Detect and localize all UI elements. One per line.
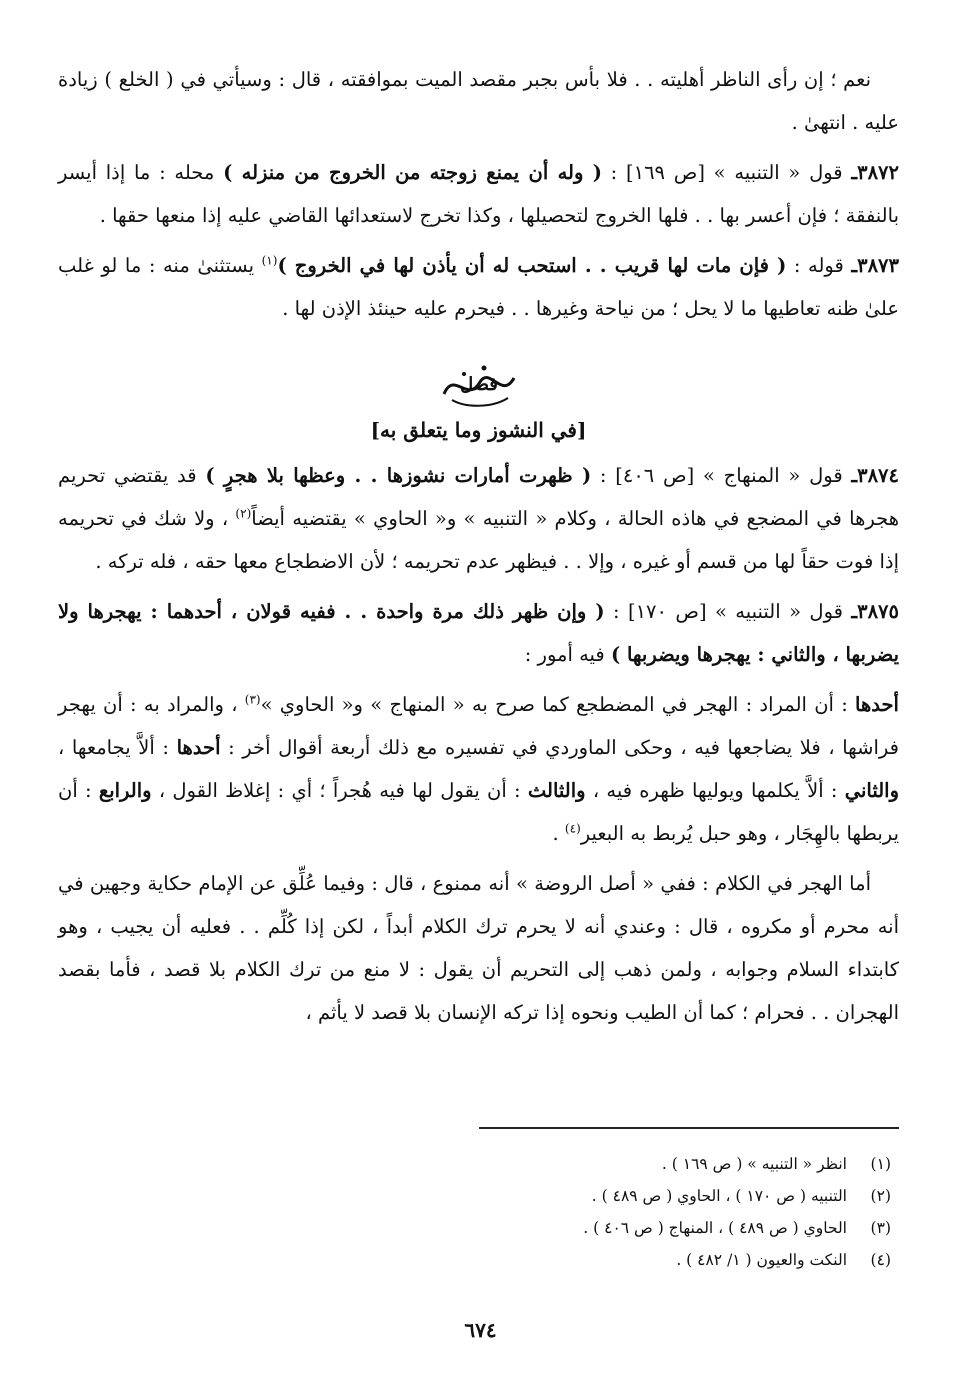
footnote-mark: (٢)	[870, 1187, 891, 1205]
footnote-text: التنبيه ( ص ١٧٠ ) ، الحاوي ( ص ٤٨٩ ) .	[591, 1187, 847, 1205]
quoted-text: ( فإن مات لها قريب . . استحب له أن يأذن لها في الخروج )	[277, 254, 787, 277]
footnote-mark: (٣)	[870, 1219, 891, 1237]
paragraph-text: نعم ؛ إن رأى الناظر أهليته . . فلا بأس بجبر مقصد الميت بموافقته ، قال : وسيأتي في ( الخلع ) زيادة عليه . انتهىٰ .	[58, 68, 899, 134]
quoted-text: ( وله أن يمنع زوجته من الخروج من منزله )	[223, 161, 602, 184]
paragraph-text: أما الهجر في الكلام : ففي « أصل الروضة » أنه ممنوع ، قال : وفيما عُلِّق عن الإمام حكاية وجهين في أنه محرم أو مكروه ، قال : وعندي أنه لا يحرم ترك الكلام أبداً ، لكن إذا كُلِّم . . فعليه أن يجيب ، وهو كابتداء السلام وجوابه ، ولمن ذهب إلى التحريم أن يقول : لا منع من ترك الكلام بلا قصد ، فأما بقصد الهجران . . فحرام ؛ كما أن الطيب ونحوه إذا تركه الإنسان بلا قصد لا يأثم ،	[58, 872, 899, 1024]
text-run: : أن المراد : الهجر في المضطجع كما صرح به « المنهاج » و« الحاوي »	[260, 693, 856, 716]
footnotes	[60, 1148, 891, 1276]
paragraph-3875	[58, 590, 899, 676]
footnote-ref[interactable]: (٤)	[564, 821, 581, 836]
footnote-mark: (١)	[870, 1155, 891, 1173]
footnote-item	[60, 1180, 891, 1212]
text-run: ، والمراد به : أن يهجر فراشها ، فلا يضاجعها فيه ، وحكى الماوردي في تفسيره مع ذلك أربعة أقوال أخر :	[58, 693, 899, 759]
paragraph-3872	[58, 151, 899, 237]
footnote-text: انظر « التنبيه » ( ص ١٦٩ ) .	[661, 1155, 847, 1173]
text-run: : أن يقول لها فيه هُجراً ؛ أي : إغلاظ القول ،	[151, 779, 528, 802]
footnote-text: النكت والعيون ( ١/ ٤٨٢ ) .	[676, 1251, 847, 1269]
entry-number: ٣٨٧٤ـ	[851, 464, 900, 487]
ornament-word: فصل	[459, 374, 498, 395]
paragraph-speech-abandon	[58, 862, 899, 1034]
section-ornament	[58, 360, 899, 410]
entry-number: ٣٨٧٣ـ	[851, 254, 900, 277]
footnote-ref[interactable]: (٢)	[235, 506, 252, 521]
citation-lead: قوله :	[786, 254, 852, 277]
commentary-text: قد يقتضي تحريم هجرها في المضجع في هاذه الحالة ، وكلام « التنبيه » و« الحاوي » يقتضيه أيضاً	[58, 464, 899, 530]
footnote-item	[60, 1212, 891, 1244]
footnote-ref[interactable]: (٣)	[244, 692, 261, 707]
commentary-text-cont: ، ولا شك في تحريمه إذا فوت حقاً لها من قسم أو غيره ، وإلا . . فيظهر عدم تحريمه ؛ لأن الاضطجاع معها حقه ، فله تركه .	[58, 507, 899, 573]
citation-lead: قول « المنهاج » [ص ٤٠٦] :	[591, 464, 852, 487]
footnote-divider	[479, 1127, 899, 1129]
paragraph-3874	[58, 454, 899, 583]
footnote-mark: (٤)	[870, 1251, 891, 1269]
citation-lead: قول « التنبيه » [ص ١٦٩] :	[601, 161, 852, 184]
footnote-text: الحاوي ( ص ٤٨٩ ) ، المنهاج ( ص ٤٠٦ ) .	[583, 1219, 847, 1237]
commentary-text: يستثنىٰ منه : ما لو غلب علىٰ ظنه تعاطيها ما لا يحل ؛ من نياحة وغيرها . . فيحرم عليه حينئذ الإذن لها .	[58, 254, 899, 320]
bold-term: أحدها	[176, 736, 221, 759]
page-number: ٦٧٤	[464, 1318, 497, 1342]
paragraph-intro	[58, 58, 899, 144]
bold-term: أحدها	[855, 693, 899, 716]
entry-number: ٣٨٧٥ـ	[851, 600, 899, 623]
text-run: : أن يربطها بالهِجَار ، وهو حبل يُربط به البعير	[58, 779, 899, 845]
text-run: : ألاَّ يجامعها ،	[58, 736, 177, 759]
section-title: [في النشوز وما يتعلق به]	[370, 418, 587, 442]
commentary-text: فيه أمور :	[524, 643, 611, 666]
footnote-item	[60, 1148, 891, 1180]
quoted-text: ( وإن ظهر ذلك مرة واحدة . . ففيه قولان ، أحدهما : يهجرها ولا يضربها ، والثاني : يهجرها ويضربها )	[58, 600, 899, 666]
entry-number: ٣٨٧٢ـ	[851, 161, 899, 184]
quoted-text: ( ظهرت أمارات نشوزها . . وعظها بلا هجرٍ )	[205, 464, 592, 487]
commentary-text: محله : ما إذا أيسر بالنفقة ؛ فإن أعسر بها . . فلها الخروج لتحصيلها ، وكذا تخرج لاستعدائها القاضي عليه إذا منعها حقها .	[58, 161, 899, 227]
main-text	[58, 58, 899, 1034]
bold-term: والثالث	[527, 779, 586, 802]
footnote-item	[60, 1244, 891, 1276]
paragraph-3873	[58, 244, 899, 330]
text-run: : ألاَّ يكلمها ويوليها ظهره فيه ،	[585, 779, 845, 802]
citation-lead: قول « التنبيه » [ص ١٧٠] :	[604, 600, 852, 623]
text-run: .	[552, 822, 565, 845]
bold-term: والثاني	[844, 779, 899, 802]
paragraph-first-matter	[58, 683, 899, 855]
footnote-ref[interactable]: (١)	[261, 253, 278, 268]
bold-term: والرابع	[98, 779, 152, 802]
calligraphy-ornament-icon	[434, 360, 524, 410]
